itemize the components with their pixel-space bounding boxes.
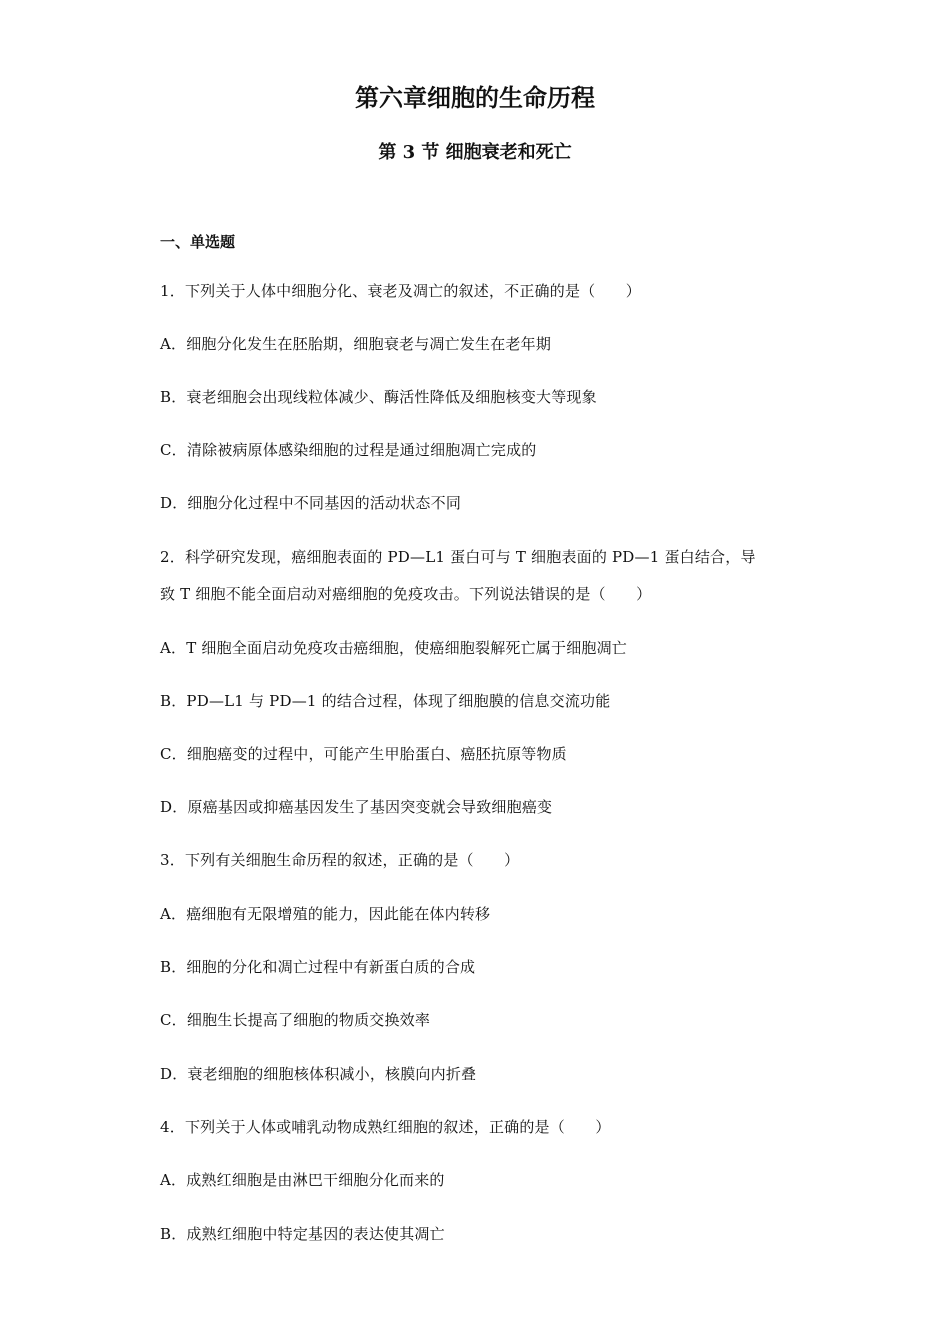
question-3-option-d: D．衰老细胞的细胞核体积减小，核膜向内折叠 <box>160 1065 477 1083</box>
question-1-stem: 1．下列关于人体中细胞分化、衰老及凋亡的叙述，不正确的是（ ） <box>160 282 641 300</box>
question-2-stem-line-2: 致 T 细胞不能全面启动对癌细胞的免疫攻击。下列说法错误的是（ ） <box>160 585 652 603</box>
question-3-option-b: B．细胞的分化和凋亡过程中有新蛋白质的合成 <box>160 958 476 976</box>
question-4-option-b: B．成熟红细胞中特定基因的表达使其凋亡 <box>160 1225 445 1243</box>
question-2-option-b: B．PD—L1 与 PD—1 的结合过程，体现了细胞膜的信息交流功能 <box>160 692 611 710</box>
question-1-option-c: C．清除被病原体感染细胞的过程是通过细胞凋亡完成的 <box>160 441 537 459</box>
question-3-stem: 3．下列有关细胞生命历程的叙述，正确的是（ ） <box>160 851 520 869</box>
question-2-option-c: C．细胞癌变的过程中，可能产生甲胎蛋白、癌胚抗原等物质 <box>160 745 567 763</box>
question-3-option-c: C．细胞生长提高了细胞的物质交换效率 <box>160 1011 431 1029</box>
question-3-option-a: A．癌细胞有无限增殖的能力，因此能在体内转移 <box>160 905 491 923</box>
chapter-title: 第六章细胞的生命历程 <box>355 83 595 112</box>
question-4-stem: 4．下列关于人体或哺乳动物成熟红细胞的叙述，正确的是（ ） <box>160 1118 611 1136</box>
question-1-option-b: B．衰老细胞会出现线粒体减少、酶活性降低及细胞核变大等现象 <box>160 388 597 406</box>
question-2-option-d: D．原癌基因或抑癌基因发生了基因突变就会导致细胞癌变 <box>160 798 553 816</box>
part-heading: 一、单选题 <box>160 233 236 251</box>
question-2-option-a: A．T 细胞全面启动免疫攻击癌细胞，使癌细胞裂解死亡属于细胞凋亡 <box>160 639 628 657</box>
question-4-option-a: A．成熟红细胞是由淋巴干细胞分化而来的 <box>160 1171 445 1189</box>
question-2-stem-line-1: 2．科学研究发现，癌细胞表面的 PD—L1 蛋白可与 T 细胞表面的 PD—1 蛋白结合，导 <box>160 548 756 566</box>
question-1-option-a: A．细胞分化发生在胚胎期，细胞衰老与凋亡发生在老年期 <box>160 335 552 353</box>
section-title: 第 3 节 细胞衰老和死亡 <box>378 142 572 163</box>
question-1-option-d: D．细胞分化过程中不同基因的活动状态不同 <box>160 494 462 512</box>
